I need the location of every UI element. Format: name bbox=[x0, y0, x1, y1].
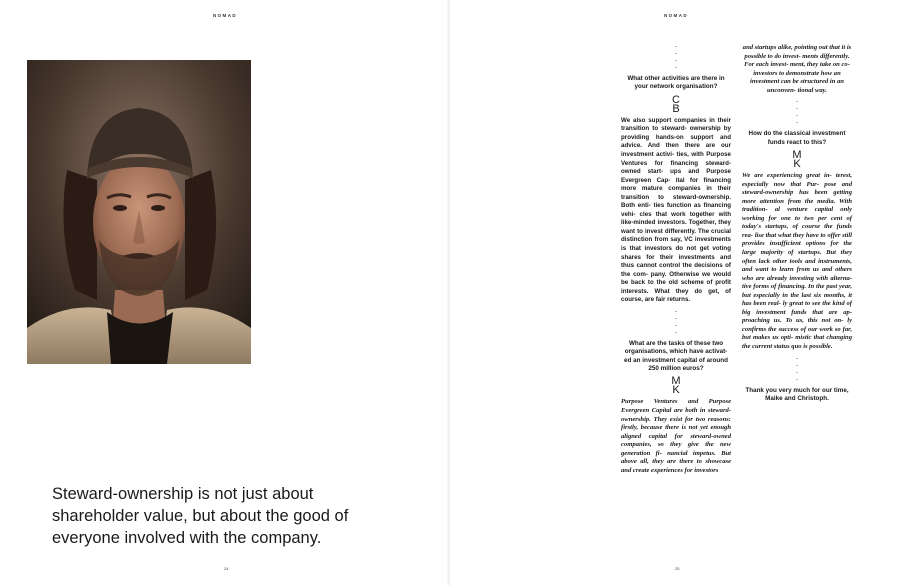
interview-column-2 bbox=[742, 44, 852, 403]
initial-letter: M bbox=[792, 149, 802, 162]
separator-dots: - - - - bbox=[796, 99, 798, 127]
separator-dots: - - - - bbox=[675, 308, 677, 336]
question-classical-funds: How do the classical investment funds react to this? bbox=[748, 130, 846, 146]
running-head-left: NOMAD bbox=[213, 13, 237, 18]
answer-tasks-continued: and startups alike, pointing out that it is possible to do invest- ments differently. For each invest- ment, they take on co-investors to demonstrate how an investment can be structured in an unconven- tional way. bbox=[742, 44, 852, 94]
answer-classical-funds: We are experiencing great in- terest, especially now that Pur- pose and steward-ownership has been getting more attention from the media. With tradition- al venture capital only working for one to two per cent of today's startups, of course the funds rea- lise that what they have to offer still provides insufficient options for the large majority of startups. But they often lack other tools and instruments, and want to learn from us and others who are already investing with alterna- tive forms of financing. In the past year, but especially in the last six months, it has been real- ly great to see the kind of big investment funds that are ap- proaching us. To us, this not on- ly confirms the success of our work so far, but makes us opti- mistic that changing the current status quo is possible. bbox=[742, 172, 852, 351]
question-tasks: What are the tasks of these two organisations, which have activat- ed an investment capital of around 250 million euros? bbox=[624, 339, 728, 373]
speaker-initials-mk bbox=[621, 377, 731, 395]
speaker-initials-mk bbox=[742, 151, 852, 169]
folio-right: 25 bbox=[675, 566, 680, 571]
separator-dots: - - - - bbox=[675, 44, 677, 71]
initial-letter: K bbox=[672, 384, 680, 397]
initial-letter: B bbox=[672, 102, 680, 115]
answer-tasks: Purpose Ventures and Purpose Evergreen Capital are both in steward-ownership. They exist for two reasons: firstly, because there is not yet enough aligned capital for steward-owned companies, so they give the new generation fi- nancial impetus. But above all, they are there to showcase and create experiences for investors bbox=[621, 398, 731, 474]
question-activities: What other activities are there in your network organisation? bbox=[627, 75, 725, 91]
speaker-initials-cb bbox=[621, 93, 731, 115]
pull-quote: Steward-ownership is not just about shareholder value, but about the good of everyone involved with the company. bbox=[52, 485, 349, 547]
running-head-right: NOMAD bbox=[664, 13, 688, 18]
separator-dots: - - - - bbox=[796, 355, 798, 383]
answer-activities: We also support companies in their transition to steward- ownership by providing hands-on support and advice. And then there are our investment activi- ties, with Purpose Ventures for financing steward-owned start- ups and Purpose Evergreen Cap- ital for financing more mature companies in their transition to steward-ownership. Both enti- ties function as financing vehi- cles that work together with like-minded investors. Together, they want to invest differently. The crucial distinction from say, VC investments is that investors do not get voting shares for their investments and thus cannot control the decisions of the com- pany. Otherwise we would be back to the old scheme of profit interests. What they do get, of course, are fair returns. bbox=[621, 116, 731, 304]
right-page bbox=[450, 0, 900, 585]
portrait-photo bbox=[27, 60, 251, 364]
folio-left: 24 bbox=[224, 566, 229, 571]
closing-thanks: Thank you very much for our time, Maike and Christoph. bbox=[745, 386, 849, 402]
interview-column-1 bbox=[621, 44, 731, 475]
initial-letter: K bbox=[793, 158, 801, 171]
initial-letter: C bbox=[672, 93, 680, 106]
initial-letter: M bbox=[671, 375, 681, 388]
portrait-illustration bbox=[27, 60, 251, 364]
